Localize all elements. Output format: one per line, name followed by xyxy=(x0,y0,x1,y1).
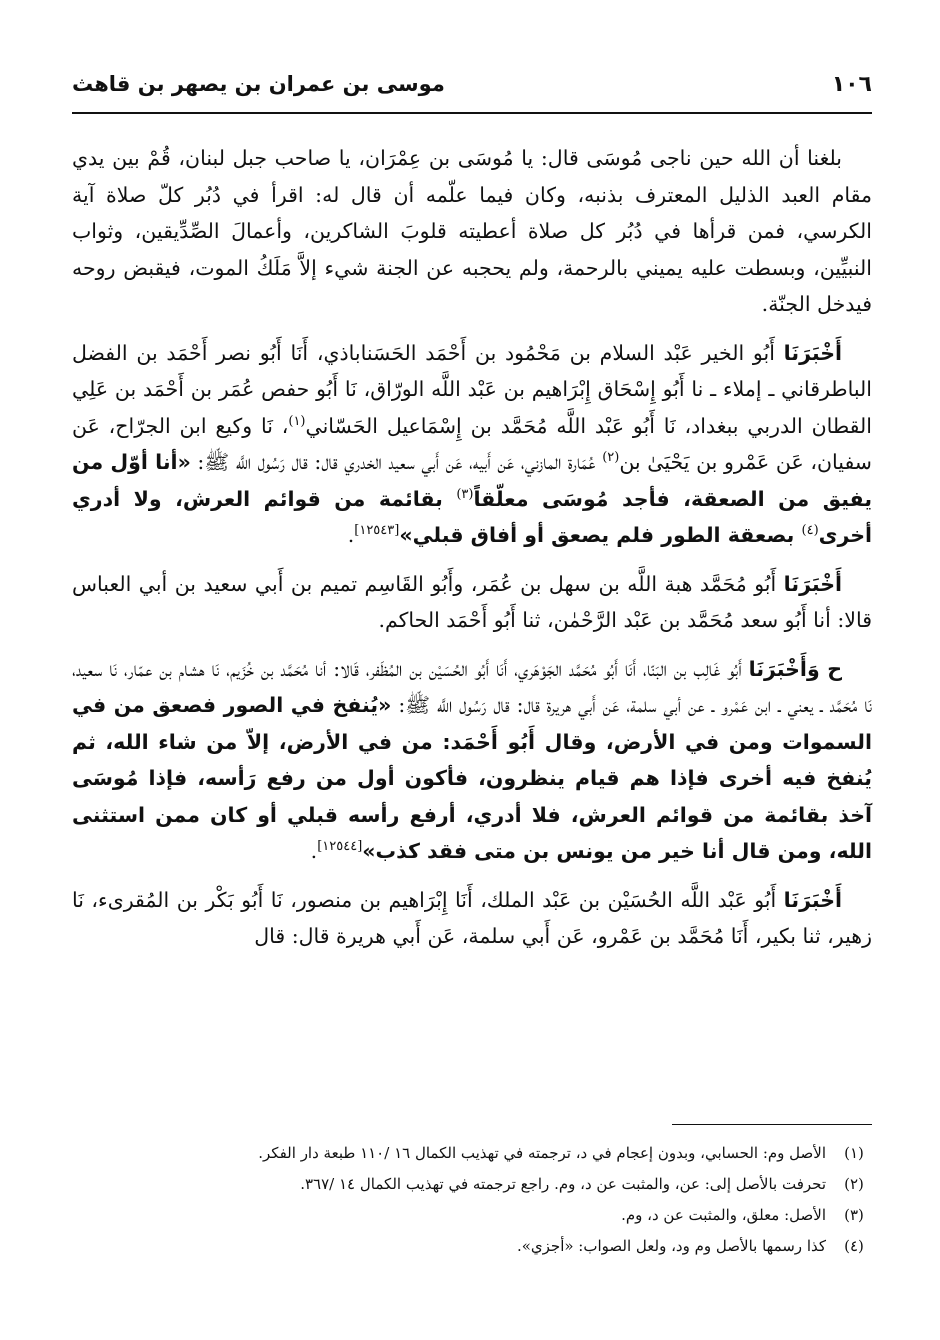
footnote-ref-3[interactable]: (٣) xyxy=(456,486,474,502)
footnote-item xyxy=(72,1138,872,1169)
footnote-text: الأصل وم: الحسابي، وبدون إعجام في د، ترجمته في تهذيب الكمال ١٦ /١١٠ طبعة دار الفكر. xyxy=(258,1144,826,1162)
footnote-mark: (٤) xyxy=(844,1237,864,1255)
footnote-divider xyxy=(672,1124,872,1125)
hadith-text: بقائمة من قوائم العرش، ولا أدري أخرى xyxy=(72,486,872,547)
footnote-text: كذا رسمها بالأصل وم ود، ولعل الصواب: «أجزي». xyxy=(516,1237,826,1255)
hadith-number: [١٢٥٤٣] xyxy=(354,523,400,539)
footnote-item xyxy=(72,1231,872,1262)
page-header xyxy=(72,62,872,106)
hadith-text: بصعقة الطور فلم يصعق أو أفاق قبلي» xyxy=(399,523,802,547)
footnotes xyxy=(72,1138,872,1262)
paragraph-narration-4 xyxy=(72,882,872,955)
hadith-number: [١٢٥٤٤] xyxy=(317,839,363,855)
footnote-item xyxy=(72,1169,872,1200)
isnad-text: أَبُو عَبْد اللَّه الحُسَيْن بن عَبْد الملك، أَنَا إِبْرَاهيم بن منصور، نَا أَبُو بَكْر بن المُقرىء، نَا زهير، ثنا بكير، أَنَا مُحَمَّد بن عَمْرو، عَن أَبي سلمة، عَن أَبي هريرة قال: قال xyxy=(72,887,872,948)
isnad-lead-word: ح وَأَخْبَرَنَا xyxy=(748,656,842,681)
footnote-text: الأصل: معلق، والمثبت عن د، وم. xyxy=(621,1206,826,1224)
page-number: ١٠٦ xyxy=(831,71,872,97)
isnad-lead-word: أَخْبَرَنَا xyxy=(783,887,842,912)
full-stop: . xyxy=(310,839,318,863)
footnote-ref-4[interactable]: (٤) xyxy=(801,523,819,539)
footnote-text: تحرفت بالأصل إلى: عن، والمثبت عن د، وم. راجع ترجمته في تهذيب الكمال ١٤ /٣٦٧. xyxy=(300,1175,826,1193)
footnote-mark: (١) xyxy=(844,1144,864,1162)
header-divider xyxy=(72,112,872,114)
footnote-mark: (٢) xyxy=(844,1175,864,1193)
isnad-lead-word: أَخْبَرَنَا xyxy=(783,571,842,596)
paragraph-narration-1 xyxy=(72,335,872,554)
isnad-text: ، نَا وكيع ابن الجرّاح، عَن سفيان، عَن عَمْرو بن يَحْيَىٰ بن xyxy=(72,413,872,474)
full-stop: . xyxy=(347,523,355,547)
paragraph-narration-2 xyxy=(72,566,872,639)
paragraph-narration-3 xyxy=(72,651,872,870)
footnote-mark: (٣) xyxy=(844,1206,864,1224)
footnote-ref-1[interactable]: (١) xyxy=(288,413,306,429)
isnad-text: عُمَارة المازني، عَن أَبيه، عَن أَبي سعيد الخدري قال: قال رَسُول اللَّه ﷺ: xyxy=(190,450,603,474)
main-text xyxy=(72,140,872,967)
isnad-text: أَبُو الخير عَبْد السلام بن مَحْمُود بن أَحْمَد الحَسَناباذي، أَنَا أَبُو نصر أَحْمَد بن الفضل الباطرقاني ـ إملاء ـ نا أَبُو إِسْحَاق إِبْرَاهيم بن عَبْد اللَّه الورّاق، نَا أَبُو حفص عُمَر بن أَحْمَد بن عَلِي القطان الدربي ببغداد، نَا أَبُو عَبْد اللَّه مُحَمَّد بن إِسْمَاعيل الحَسّاني xyxy=(72,340,872,438)
isnad-lead-word: أَخْبَرَنَا xyxy=(783,340,842,365)
hadith-text: «يُنفخ في الصور فصعق من في السموات ومن في الأرض، وقال أَبُو أَحْمَد: من في الأرض، إلاّ من شاء الله، ثم يُنفخ فيه أخرى فإذا هم قيام ينظرون، فأكون أول من رفع رَأسه، فإذا مُوسَى آخذ بقائمة من قوائم العرش، فلا أدري، أرفع رأسه قبلي أو كان ممن استثنى الله، ومن قال أنا خير من يونس بن متى فقد كذب» xyxy=(72,693,872,863)
isnad-text: أَبُو مُحَمَّد هبة اللَّه بن سهل بن عُمَر، وأَبُو القَاسِم تميم بن أَبي سعيد بن أبي العباس قالا: أنا أَبُو سعد مُحَمَّد بن عَبْد الرَّحْمٰن، ثنا أَبُو أَحْمَد الحاكم. xyxy=(72,571,872,632)
isnad-text: أَبُو غَالِب بن البَنّا، أَنَا أَبُو مُحَمَّد الجَوْهَري، أَنَا أَبُو الحُسَيْن بن المُظَفر، قَالا: أنا مُحَمَّد بن خُزَيم، نَا هشام بن عمّار، نَا سعيد، نَا مُحَمَّد ـ يعني ـ ابن عَمْرو ـ عن أبي سلمة، عَن أَبي هريرة قال: قال رَسُول اللَّه ﷺ: xyxy=(72,656,872,717)
hadith-text: «أنا أوّل من يفيق من الصعقة، فأجد مُوسَى معلّقاً xyxy=(72,450,873,511)
running-title: موسى بن عمران بن يصهر بن قاهث xyxy=(72,72,445,96)
footnote-item xyxy=(72,1200,872,1231)
footnote-ref-2[interactable]: (٢) xyxy=(602,450,620,466)
paragraph-opening: بلغنا أن الله حين ناجى مُوسَى قال: يا مُوسَى بن عِمْرَان، يا صاحب جبل لبنان، قُمْ بين يدي مقام العبد الذليل المعترف بذنبه، وكان فيما علّمه أن قال له: اقرأ في دُبُر كلّ صلاة آية الكرسي، فمن قرأها في دُبُر كل صلاة أعطيته قلوبَ الشاكرين، وأعمالَ الصِّدِّيقين، وثواب النبيِّين، وبسطت عليه يميني بالرحمة، ولم يحجبه عن الجنة شيء إلاَّ مَلَكُ الموت، فيقبض روحه فيدخل الجنّة. xyxy=(72,146,872,316)
